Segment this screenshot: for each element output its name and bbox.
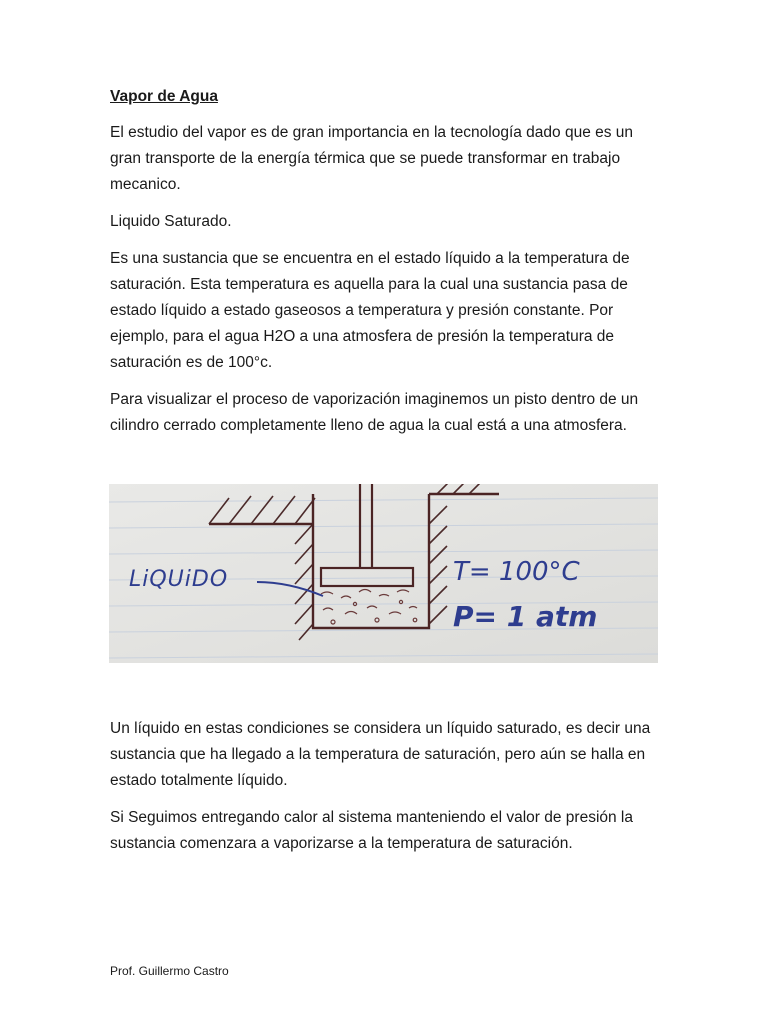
paragraph-saturated-condition: Un líquido en estas condiciones se considera un líquido saturado, es decir una sustancia que ha llegado a la temperatura de saturación, pero aún se halla en estado totalmente líquido. [110, 720, 651, 789]
label-liquid: LiQUiDO [129, 567, 229, 592]
lower-text-block [110, 716, 658, 868]
paragraph-definition: Es una sustancia que se encuentra en el estado líquido a la temperatura de saturación. Esta temperatura es aquella para la cual una sustancia pasa de estado líquido a estado gaseosos a temperatura y presión constante. Por ejemplo, para el agua H2O a una atmosfera de presión la temperatura de saturación es de 100°c. [110, 250, 630, 371]
paragraph-visualize: Para visualizar el proceso de vaporización imaginemos un pisto dentro de un cilindro cerrado completamente lleno de agua la cual está a una atmosfera. [110, 391, 639, 434]
upper-text-block [110, 86, 658, 450]
document-footer: Prof. Guillermo Castro [110, 964, 229, 978]
label-temperature: T= 100°C [453, 557, 580, 587]
subheading-saturated-liquid: Liquido Saturado. [110, 213, 232, 230]
piston-cylinder-sketch [109, 484, 658, 663]
paragraph-intro: El estudio del vapor es de gran importancia en la tecnología dado que es un gran transporte de la energía térmica que se puede transformar en trabajo mecanico. [110, 124, 634, 193]
paragraph-heating: Si Seguimos entregando calor al sistema manteniendo el valor de presión la sustancia comenzara a vaporizarse a la temperatura de saturación. [110, 809, 633, 852]
document-title: Vapor de Agua [110, 88, 218, 105]
label-pressure: P= 1 atm [453, 600, 598, 633]
